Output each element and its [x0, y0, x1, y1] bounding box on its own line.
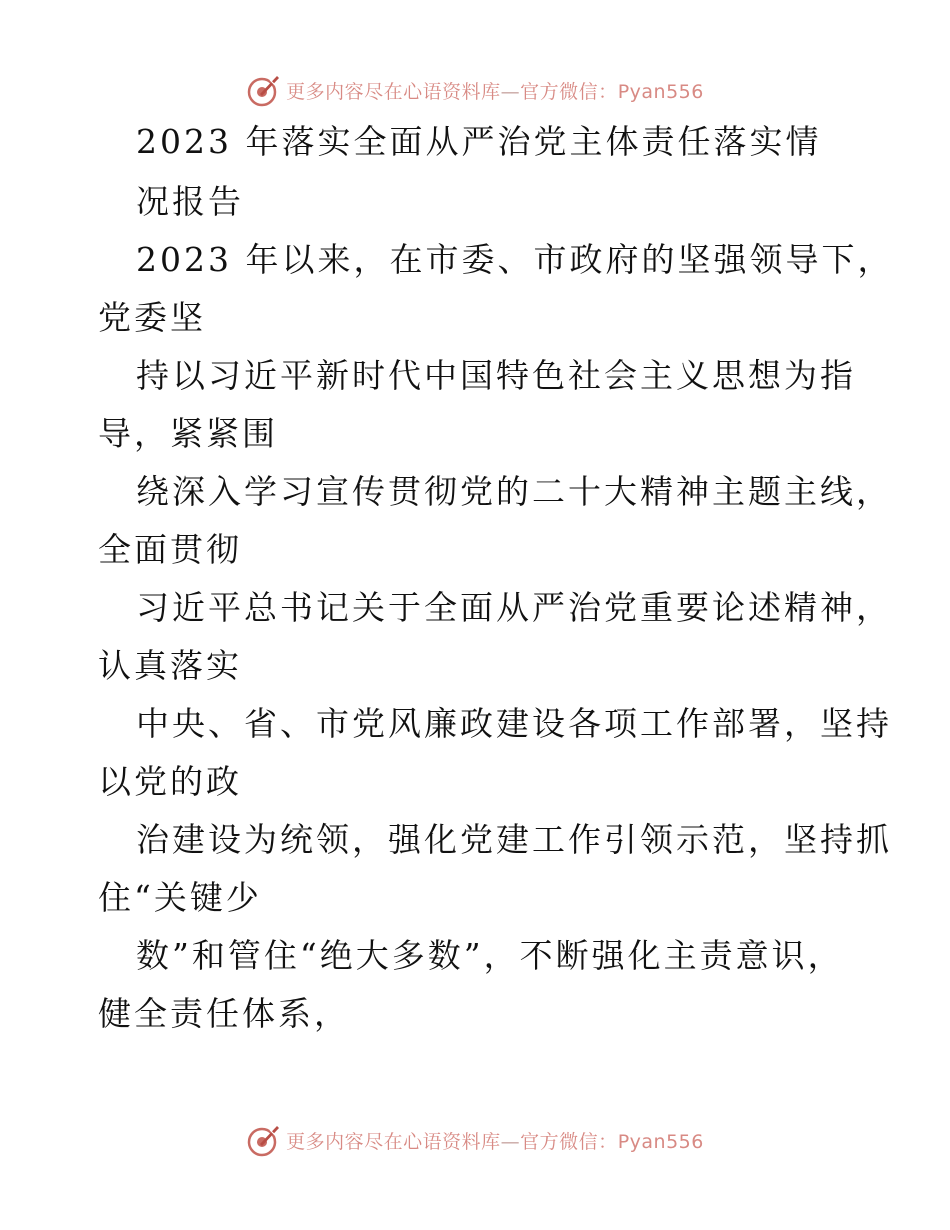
watermark-text: 更多内容尽在心语资料库—官方微信：Pyan556: [286, 1130, 704, 1153]
quill-logo-icon: [246, 72, 282, 108]
body-line: 以党的政: [98, 762, 242, 801]
body-line: 住“关键少: [98, 878, 262, 917]
body-line: 党委坚: [98, 298, 206, 337]
header-watermark: [0, 70, 950, 110]
body-line: 治建设为统领，强化党建工作引领示范，坚持抓: [136, 820, 892, 859]
quill-logo-icon: [246, 1122, 282, 1158]
body-line: 习近平总书记关于全面从严治党重要论述精神，: [136, 588, 892, 627]
body-line: 认真落实: [98, 646, 242, 685]
body-line: 2023 年以来，在市委、市政府的坚强领导下，: [136, 240, 894, 279]
body-line: 持以习近平新时代中国特色社会主义思想为指: [136, 356, 856, 395]
footer-watermark: [0, 1120, 950, 1160]
document-title-line-2: 况报告: [136, 182, 244, 221]
document-title-line-1: 2023 年落实全面从严治党主体责任落实情: [136, 122, 822, 161]
watermark-text: 更多内容尽在心语资料库—官方微信：Pyan556: [286, 80, 704, 103]
body-line: 健全责任体系，: [98, 994, 350, 1033]
body-line: 绕深入学习宣传贯彻党的二十大精神主题主线，: [136, 472, 892, 511]
body-line: 导，紧紧围: [98, 414, 278, 453]
body-line: 全面贯彻: [98, 530, 242, 569]
body-line: 中央、省、市党风廉政建设各项工作部署，坚持: [136, 704, 892, 743]
body-line: 数”和管住“绝大多数”，不断强化主责意识，: [136, 936, 844, 975]
